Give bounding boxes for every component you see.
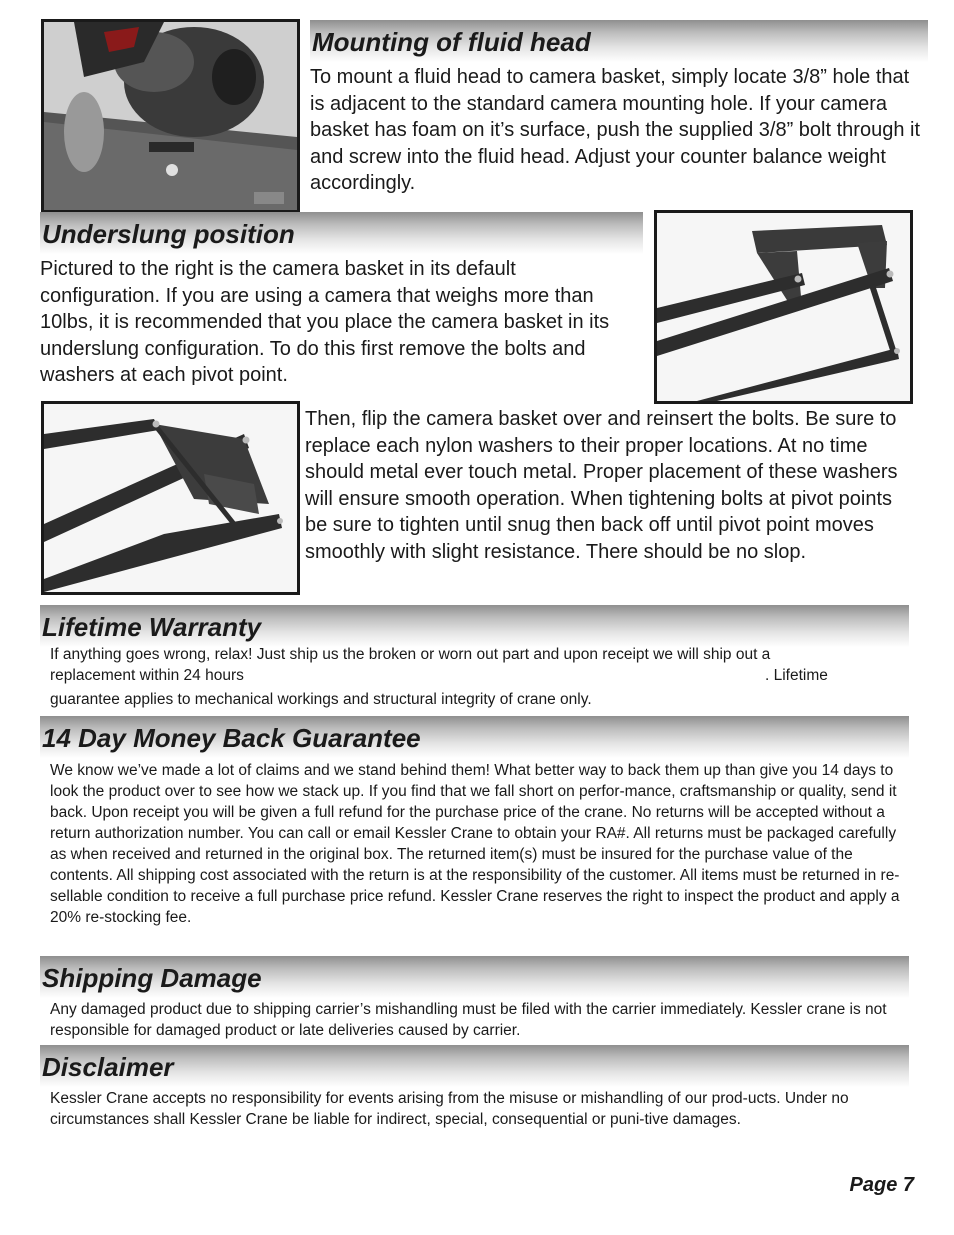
mounting-body: To mount a fluid head to camera basket, simply locate 3/8” hole that is adjacent to the standard camera mounting hole. If your camera basket has foam on it’s surface, push the supplied 3/8” bolt through it and screw into the fluid head. Adjust your counter balance weight accordingly. xyxy=(310,66,920,194)
mounting-heading: Mounting of fluid head xyxy=(312,27,591,57)
warranty-line-2a: replacement within 24 hours xyxy=(50,667,244,684)
guarantee-heading: 14 Day Money Back Guarantee xyxy=(42,723,421,753)
warranty-line-1: If anything goes wrong, relax! Just ship us the broken or worn out part and upon receipt we will ship out a xyxy=(50,646,771,663)
disclaimer-body: Kessler Crane accepts no responsibility for events arising from the misuse or mishandling of our prod-ucts. Under no circumstances shall Kessler Crane be liable for indirect, special, consequential or puni-tive damages. xyxy=(50,1090,849,1128)
basket-underslung-photo xyxy=(41,401,300,595)
underslung-body-continued: Then, flip the camera basket over and reinsert the bolts. Be sure to replace each nylon washers to their proper locations. At no time should metal ever touch metal. Proper placement of these washers will ensure smooth operation. When tightening bolts at pivot points be sure to tighten until snug then back off until pivot point moves smoothly with slight resistance. There should be no slop. xyxy=(305,408,898,563)
warranty-line-3: guarantee applies to mechanical workings and structural integrity of crane only. xyxy=(50,691,592,708)
basket-default-photo xyxy=(654,210,913,404)
fluid-head-photo xyxy=(41,19,300,213)
underslung-body: Pictured to the right is the camera basket in its default configuration. If you are using a camera that weighs more than 10lbs, it is recommended that you place the camera basket in its underslung configuration. To do this first remove the bolts and washers at each pivot point. xyxy=(40,258,610,386)
guarantee-body: We know we’ve made a lot of claims and we stand behind them! What better way to back them up than give you 14 days to look the product over to see how we stack up. If you find that we fall short on perfor-mance, craftsmanship or quality, send it back. Upon receipt you will be given a full refund for the purchase price of the crane. No returns will be accepted without a return authorization number. You can call or email Kessler Crane to obtain your RA#. All returns must be packaged carefully as when received and returned in the original box. The returned item(s) must be insured for the purchase value of the contents. All shipping cost associated with the return is at the responsibility of the customer. All items must be returned in re-sellable condition to receive a full purchase price refund. Kessler Crane reserves the right to inspect the product and apply a 20% re-stocking fee. xyxy=(50,762,900,926)
page-number: Page 7 xyxy=(849,1174,914,1196)
shipping-body: Any damaged product due to shipping carrier’s mishandling must be filed with the carrier immediately. Kessler crane is not responsible for damaged product or late deliveries caused by carrier. xyxy=(50,1001,887,1039)
disclaimer-heading: Disclaimer xyxy=(42,1052,174,1082)
warranty-heading: Lifetime Warranty xyxy=(42,612,262,642)
shipping-heading: Shipping Damage xyxy=(42,963,262,993)
underslung-heading: Underslung position xyxy=(42,219,295,249)
warranty-line-2b: . Lifetime xyxy=(765,667,828,684)
